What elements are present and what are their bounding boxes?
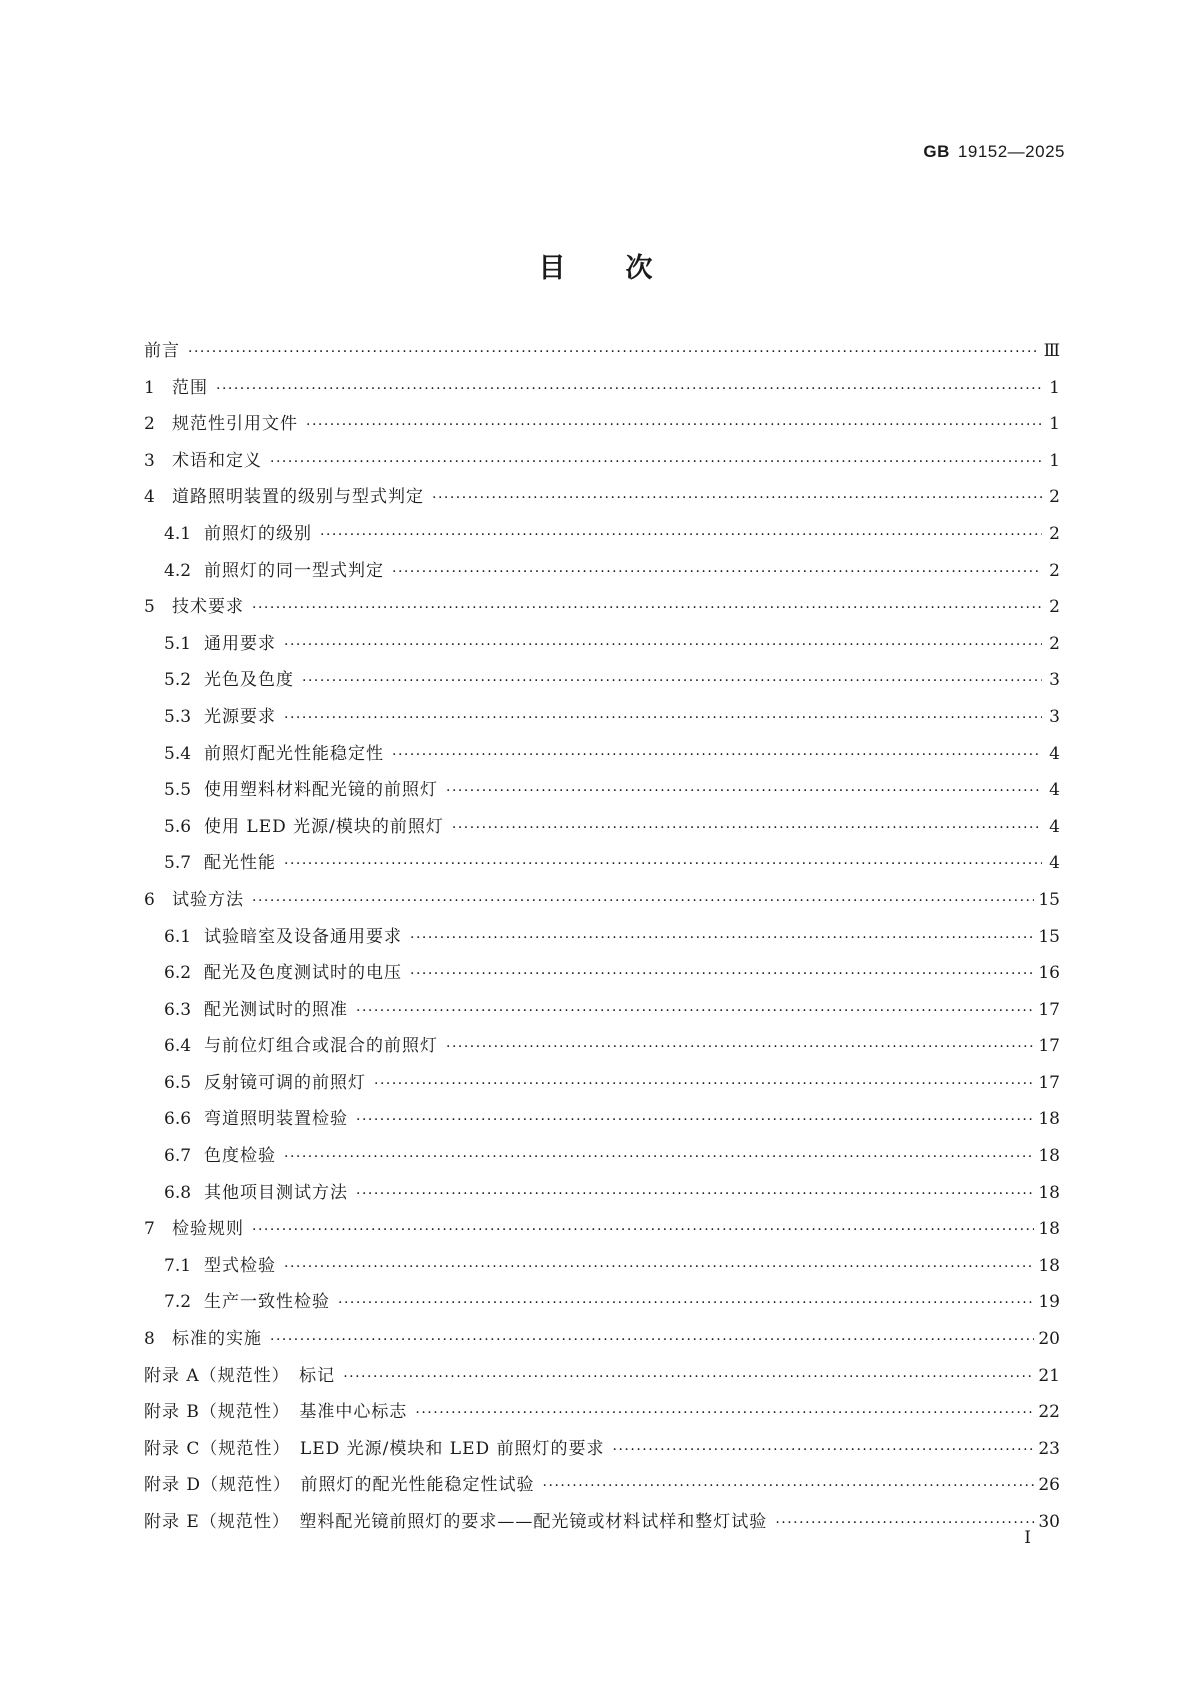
toc-entry[interactable]	[144, 702, 1060, 739]
toc-entry[interactable]	[144, 556, 1060, 593]
toc-leader-dots	[392, 747, 1042, 763]
toc-leader-dots	[432, 490, 1042, 506]
toc-entry[interactable]	[144, 1324, 1060, 1361]
toc-entry-title: 光源要求	[204, 706, 276, 727]
toc-entry-page: 16	[1038, 963, 1060, 984]
toc-entry-page: 17	[1038, 999, 1060, 1020]
toc-entry-page: 17	[1038, 1036, 1060, 1057]
toc-entry-page: 17	[1038, 1072, 1060, 1093]
toc-entry[interactable]	[144, 739, 1060, 776]
toc-entry[interactable]	[144, 482, 1060, 519]
toc-entry-number: 4	[144, 487, 155, 508]
toc-entry[interactable]	[144, 665, 1060, 702]
toc-leader-dots	[343, 1369, 1034, 1385]
toc-entry-title: 使用塑料材料配光镜的前照灯	[204, 780, 438, 801]
toc-entry-number: 6	[144, 889, 155, 910]
toc-entry[interactable]	[144, 1141, 1060, 1178]
toc-entry-number: 6.6	[164, 1109, 192, 1130]
toc-entry-title: 试验暗室及设备通用要求	[204, 926, 402, 947]
toc-leader-dots	[252, 893, 1034, 909]
toc-entry-title: 技术要求	[172, 597, 244, 618]
toc-entry-page: 4	[1049, 743, 1060, 764]
toc-leader-dots	[356, 1112, 1034, 1128]
toc-entry-title: 标准的实施	[172, 1329, 262, 1350]
toc-entry[interactable]	[144, 446, 1060, 483]
toc-entry-page: 4	[1049, 816, 1060, 837]
toc-entry-title: 前照灯的级别	[204, 523, 312, 544]
toc-entry-number: 6.4	[164, 1036, 192, 1057]
toc-entry[interactable]	[144, 336, 1060, 373]
toc-entry[interactable]	[144, 1214, 1060, 1251]
toc-entry-number: 5.3	[164, 706, 192, 727]
toc-entry[interactable]	[144, 885, 1060, 922]
toc-entry-title: 术语和定义	[172, 450, 262, 471]
toc-entry[interactable]	[144, 1507, 1060, 1544]
toc-entry-number: 2	[144, 414, 155, 435]
toc-leader-dots	[338, 1295, 1034, 1311]
toc-entry[interactable]	[144, 1397, 1060, 1434]
page-title: 目次	[538, 253, 713, 284]
toc-leader-dots	[252, 1222, 1034, 1238]
toc-entry-page: 1	[1049, 414, 1060, 435]
toc-entry-page: 21	[1038, 1365, 1060, 1386]
toc-entry[interactable]	[144, 1434, 1060, 1471]
toc-entry-page: 1	[1049, 377, 1060, 398]
toc-entry-title: 附录 D（规范性） 前照灯的配光性能稳定性试验	[144, 1475, 535, 1496]
toc-entry-page: 1	[1049, 450, 1060, 471]
toc-entry-title: 配光性能	[204, 853, 276, 874]
toc-entry-number: 5.1	[164, 633, 192, 654]
toc-entry-number: 4.2	[164, 560, 192, 581]
toc-entry-title: 配光测试时的照准	[204, 999, 348, 1020]
toc-entry-title: 附录 C（规范性） LED 光源/模块和 LED 前照灯的要求	[144, 1438, 605, 1459]
toc-leader-dots	[415, 1405, 1034, 1421]
toc-entry-title: 生产一致性检验	[204, 1292, 330, 1313]
toc-leader-dots	[356, 1186, 1034, 1202]
toc-entry[interactable]	[144, 812, 1060, 849]
toc-entry-number: 6.3	[164, 999, 192, 1020]
toc-entry[interactable]	[144, 409, 1060, 446]
toc-entry-number: 5.6	[164, 816, 192, 837]
toc-entry-title: 反射镜可调的前照灯	[204, 1072, 366, 1093]
standard-prefix: GB	[923, 142, 950, 161]
toc-entry-page: 18	[1038, 1109, 1060, 1130]
toc-entry[interactable]	[144, 592, 1060, 629]
toc-entry-page: 2	[1049, 487, 1060, 508]
toc-leader-dots	[284, 1149, 1034, 1165]
toc-leader-dots	[446, 783, 1042, 799]
toc-entry-page: 3	[1049, 706, 1060, 727]
document-code	[923, 142, 1065, 162]
toc-entry-page: 2	[1049, 633, 1060, 654]
toc-entry[interactable]	[144, 1470, 1060, 1507]
toc-entry[interactable]	[144, 1068, 1060, 1105]
toc-leader-dots	[613, 1442, 1035, 1458]
toc-entry-number: 4.1	[164, 523, 192, 544]
toc-entry-title: 光色及色度	[204, 670, 294, 691]
toc-entry-page: 22	[1038, 1402, 1060, 1423]
toc-entry-number: 7.1	[164, 1255, 192, 1276]
toc-leader-dots	[410, 930, 1034, 946]
toc-entry-number: 5.2	[164, 670, 192, 691]
toc-entry-page: 4	[1049, 853, 1060, 874]
toc-entry[interactable]	[144, 775, 1060, 812]
toc-entry[interactable]	[144, 922, 1060, 959]
toc-leader-dots	[284, 637, 1042, 653]
table-of-contents	[144, 336, 1060, 1544]
toc-entry-page: 2	[1049, 523, 1060, 544]
toc-entry-title: 色度检验	[204, 1146, 276, 1167]
toc-leader-dots	[452, 820, 1042, 836]
toc-entry-title: 型式检验	[204, 1255, 276, 1276]
toc-leader-dots	[284, 710, 1042, 726]
toc-entry-title: 使用 LED 光源/模块的前照灯	[204, 816, 444, 837]
toc-leader-dots	[543, 1478, 1035, 1494]
toc-entry-page: 4	[1049, 780, 1060, 801]
toc-leader-dots	[270, 454, 1042, 470]
toc-entry[interactable]	[144, 1104, 1060, 1141]
toc-entry[interactable]	[144, 1178, 1060, 1215]
toc-leader-dots	[320, 527, 1042, 543]
toc-entry-page: 18	[1038, 1219, 1060, 1240]
toc-entry[interactable]	[144, 848, 1060, 885]
toc-leader-dots	[302, 673, 1042, 689]
toc-leader-dots	[374, 1076, 1034, 1092]
toc-entry-title: 前言	[144, 341, 180, 361]
toc-entry-number: 6.2	[164, 963, 192, 984]
toc-entry-title: 附录 E（规范性） 塑料配光镜前照灯的要求——配光镜或材料试样和整灯试验	[144, 1512, 768, 1532]
toc-entry-title: 附录 A（规范性） 标记	[144, 1365, 336, 1386]
toc-entry-number: 7.2	[164, 1292, 192, 1313]
toc-leader-dots	[252, 600, 1042, 616]
toc-entry-page: 18	[1038, 1255, 1060, 1276]
page-number: I	[1024, 1528, 1031, 1548]
toc-entry-page: 30	[1038, 1512, 1060, 1532]
toc-leader-dots	[306, 417, 1042, 433]
toc-entry-page: Ⅲ	[1043, 341, 1060, 361]
toc-entry-title: 规范性引用文件	[172, 414, 298, 435]
toc-entry-page: 15	[1038, 889, 1060, 910]
toc-entry[interactable]	[144, 373, 1060, 410]
toc-entry-title: 前照灯的同一型式判定	[204, 560, 384, 581]
toc-entry-title: 范围	[172, 377, 208, 398]
toc-leader-dots	[356, 1003, 1034, 1019]
toc-entry-number: 3	[144, 450, 155, 471]
toc-entry-page: 18	[1038, 1146, 1060, 1167]
toc-entry-title: 道路照明装置的级别与型式判定	[172, 487, 424, 508]
toc-entry[interactable]	[144, 519, 1060, 556]
toc-leader-dots	[775, 1515, 1034, 1531]
toc-entry-number: 5.5	[164, 780, 192, 801]
toc-entry[interactable]	[144, 1361, 1060, 1398]
toc-entry-page: 15	[1038, 926, 1060, 947]
toc-entry-page: 2	[1049, 560, 1060, 581]
toc-leader-dots	[446, 1039, 1034, 1055]
toc-entry-number: 6.7	[164, 1146, 192, 1167]
toc-entry-page: 18	[1038, 1182, 1060, 1203]
toc-entry-page: 2	[1049, 597, 1060, 618]
toc-entry-number: 7	[144, 1219, 155, 1240]
toc-entry-title: 试验方法	[172, 889, 244, 910]
toc-leader-dots	[392, 564, 1042, 580]
toc-leader-dots	[284, 856, 1042, 872]
toc-leader-dots	[284, 1259, 1034, 1275]
toc-entry[interactable]	[144, 629, 1060, 666]
toc-entry-title: 其他项目测试方法	[204, 1182, 348, 1203]
toc-entry[interactable]	[144, 1251, 1060, 1288]
toc-entry-number: 5.4	[164, 743, 192, 764]
toc-entry[interactable]	[144, 995, 1060, 1032]
toc-entry-number: 1	[144, 377, 155, 398]
toc-entry-title: 配光及色度测试时的电压	[204, 963, 402, 984]
toc-entry-number: 6.8	[164, 1182, 192, 1203]
toc-entry-page: 20	[1038, 1329, 1060, 1350]
toc-entry-number: 6.5	[164, 1072, 192, 1093]
toc-entry-page: 3	[1049, 670, 1060, 691]
toc-entry-title: 检验规则	[172, 1219, 244, 1240]
toc-entry[interactable]	[144, 958, 1060, 995]
toc-entry[interactable]	[144, 1287, 1060, 1324]
toc-entry-number: 5.7	[164, 853, 192, 874]
toc-entry-page: 19	[1038, 1292, 1060, 1313]
toc-entry-page: 26	[1038, 1475, 1060, 1496]
toc-entry-title: 通用要求	[204, 633, 276, 654]
toc-entry-number: 6.1	[164, 926, 192, 947]
toc-entry-title: 弯道照明装置检验	[204, 1109, 348, 1130]
toc-leader-dots	[270, 1332, 1034, 1348]
toc-entry-title: 附录 B（规范性） 基准中心标志	[144, 1402, 408, 1423]
toc-entry-title: 前照灯配光性能稳定性	[204, 743, 384, 764]
toc-entry-number: 8	[144, 1329, 155, 1350]
toc-leader-dots	[216, 381, 1042, 397]
toc-entry-number: 5	[144, 597, 155, 618]
standard-number: 19152—2025	[957, 142, 1065, 161]
toc-entry[interactable]	[144, 1031, 1060, 1068]
toc-leader-dots	[410, 966, 1034, 982]
toc-leader-dots	[188, 344, 1040, 360]
toc-entry-title: 与前位灯组合或混合的前照灯	[204, 1036, 438, 1057]
toc-entry-page: 23	[1038, 1438, 1060, 1459]
